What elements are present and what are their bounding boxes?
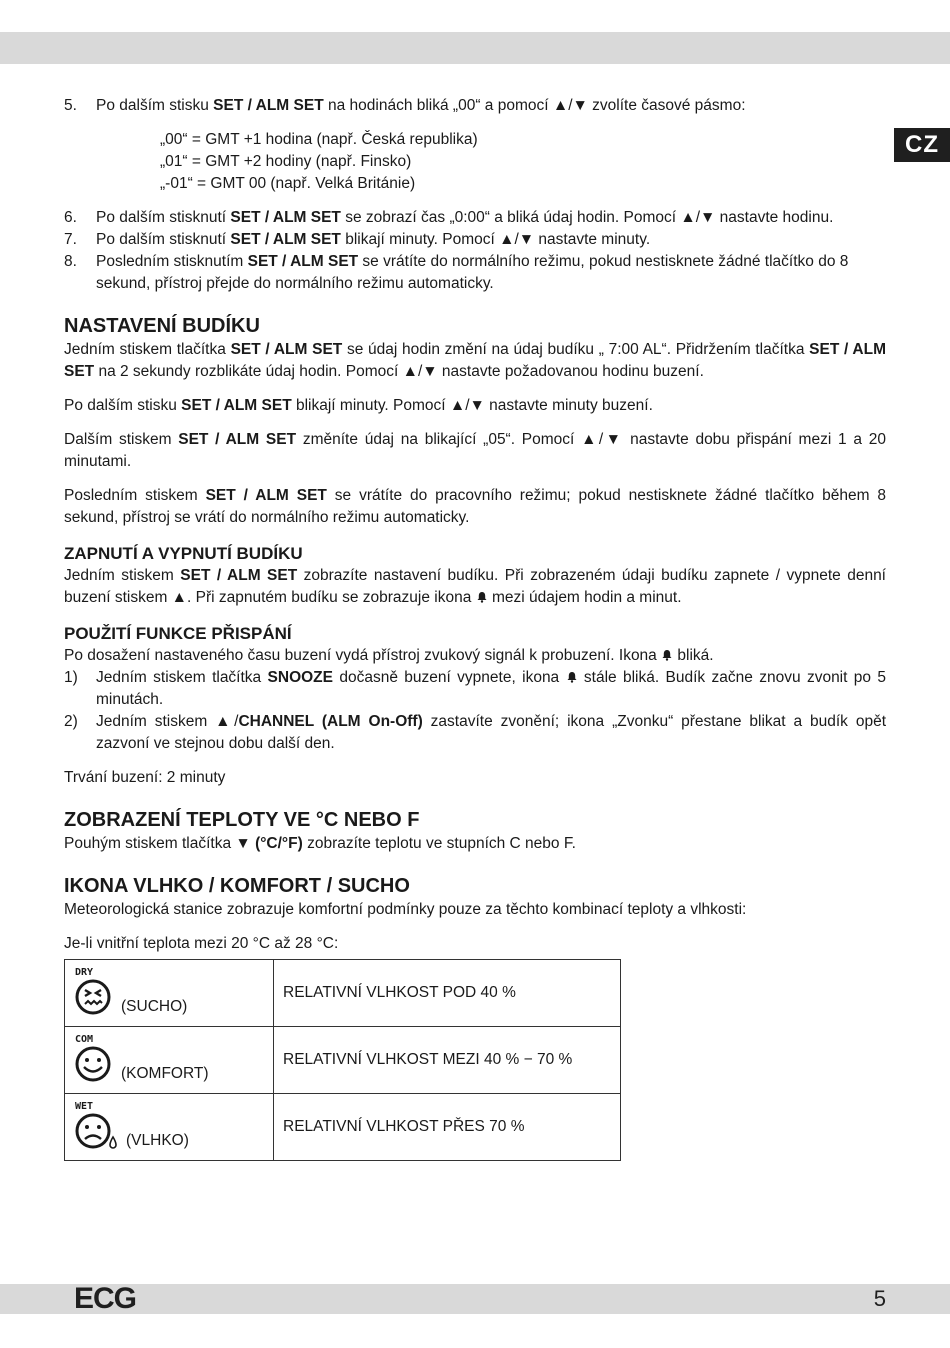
timezone-item: „01“ = GMT +2 hodiny (např. Finsko)	[160, 153, 412, 170]
dry-label: (SUCHO)	[121, 998, 188, 1015]
alarm-setting-p3: Dalším stiskem SET / ALM SET změníte údaj na blikající „05“. Pomocí ▲/▼ nastavte dobu přispání mezi 1 a 20 minutami.	[64, 431, 886, 470]
header-bar	[0, 32, 950, 64]
dry-face-icon	[73, 966, 117, 1016]
bell-icon	[566, 671, 578, 683]
heading-snooze: POUŽITÍ FUNKCE PŘISPÁNÍ	[64, 624, 292, 643]
svg-text:WET: WET	[75, 1101, 94, 1112]
heading-alarm-setting: NASTAVENÍ BUDÍKU	[64, 315, 260, 337]
timezone-item: „00“ = GMT +1 hodina (např. Česká republika)	[160, 131, 478, 148]
step-6: 6. Po dalším stisknutí SET / ALM SET se zobrazí čas „0:00“ a bliká údaj hodin. Pomocí ▲/▼ nastavte hodinu.	[64, 209, 834, 226]
table-row	[65, 1094, 621, 1161]
comfort-intro: Meteorologická stanice zobrazuje komfortní podmínky pouze za těchto kombinací teploty a vlhkosti:	[64, 901, 747, 918]
bell-icon	[661, 649, 673, 661]
footer-bar	[0, 1284, 950, 1314]
page-number: 5	[873, 1286, 886, 1311]
dry-description: RELATIVNÍ VLHKOST POD 40 %	[274, 960, 621, 1027]
alarm-onoff-text: Jedním stiskem SET / ALM SET zobrazíte nastavení budíku. Při zobrazeném údaji budíku zapnete / vypnete denní buzení stiskem ▲. Při zapnutém budíku se zobrazuje ikona mezi údajem hodin a minut.	[64, 567, 886, 606]
alarm-setting-p1: Jedním stiskem tlačítka SET / ALM SET se údaj hodin změní na údaj budíku „ 7:00 AL“. Přidržením tlačítka SET / ALM SET na 2 sekundy rozblikáte údaj hodin. Pomocí ▲/▼ nastavte požadovanou hodinu buzení.	[64, 341, 886, 380]
page-content	[64, 95, 886, 1161]
comfort-face-icon	[73, 1033, 117, 1083]
alarm-setting-p2: Po dalším stisku SET / ALM SET blikají minuty. Pomocí ▲/▼ nastavte minuty buzení.	[64, 397, 653, 414]
temperature-text: Pouhým stiskem tlačítka ▼ (°C/°F) zobrazíte teplotu ve stupních C nebo F.	[64, 835, 576, 852]
step-7: 7. Po dalším stisknutí SET / ALM SET blikají minuty. Pomocí ▲/▼ nastavte minuty.	[64, 231, 651, 248]
heading-temperature: ZOBRAZENÍ TEPLOTY VE °C NEBO F	[64, 809, 420, 831]
snooze-intro: Po dosažení nastaveného času buzení vydá přístroj zvukový signál k probuzení. Ikona bliká.	[64, 647, 714, 664]
heading-alarm-onoff: ZAPNUTÍ A VYPNUTÍ BUDÍKU	[64, 544, 303, 563]
snooze-item-2: 2) Jedním stiskem ▲/CHANNEL (ALM On-Off) zastavíte zvonění; ikona „Zvonku“ přestane blikat a budík opět zazvoní ve stejnou dobu další den.	[64, 713, 887, 752]
comfort-table	[64, 959, 621, 1161]
language-badge: CZ	[894, 128, 950, 162]
svg-text:DRY: DRY	[75, 967, 94, 978]
step-5: 5. Po dalším stisku SET / ALM SET na hodinách bliká „00“ a pomocí ▲/▼ zvolíte časové pásmo:	[64, 97, 746, 114]
bell-icon	[476, 591, 488, 603]
wet-description: RELATIVNÍ VLHKOST PŘES 70 %	[274, 1094, 621, 1161]
comfort-label: (KOMFORT)	[121, 1065, 209, 1082]
alarm-duration: Trvání buzení: 2 minuty	[64, 769, 226, 786]
snooze-item-1: 1) Jedním stiskem tlačítka SNOOZE dočasně buzení vypnete, ikona stále bliká. Budík začne znovu zvonit po 5 minutách.	[64, 669, 886, 708]
table-row	[65, 1027, 621, 1094]
timezone-list	[64, 129, 886, 195]
wet-face-icon	[73, 1100, 131, 1152]
heading-comfort: IKONA VLHKO / KOMFORT / SUCHO	[64, 875, 410, 897]
step-8: 8. Posledním stisknutím SET / ALM SET se vrátíte do normálního režimu, pokud nestisknete žádné tlačítko do 8 sekund, přístroj přejde do normálního režimu automaticky.	[64, 253, 849, 292]
wet-label: (VLHKO)	[126, 1132, 189, 1149]
comfort-description: RELATIVNÍ VLHKOST MEZI 40 % − 70 %	[274, 1027, 621, 1094]
timezone-item: „-01“ = GMT 00 (např. Velká Británie)	[160, 175, 416, 192]
alarm-setting-p4: Posledním stiskem SET / ALM SET se vrátíte do pracovního režimu; pokud nestisknete žádné tlačítko během 8 sekund, přístroj se vrátí do normálního režimu automaticky.	[64, 487, 886, 526]
comfort-condition: Je-li vnitřní teplota mezi 20 °C až 28 °C:	[64, 935, 339, 952]
table-row	[65, 960, 621, 1027]
svg-text:COM: COM	[75, 1034, 94, 1045]
ecg-logo: ECG	[74, 1282, 137, 1315]
